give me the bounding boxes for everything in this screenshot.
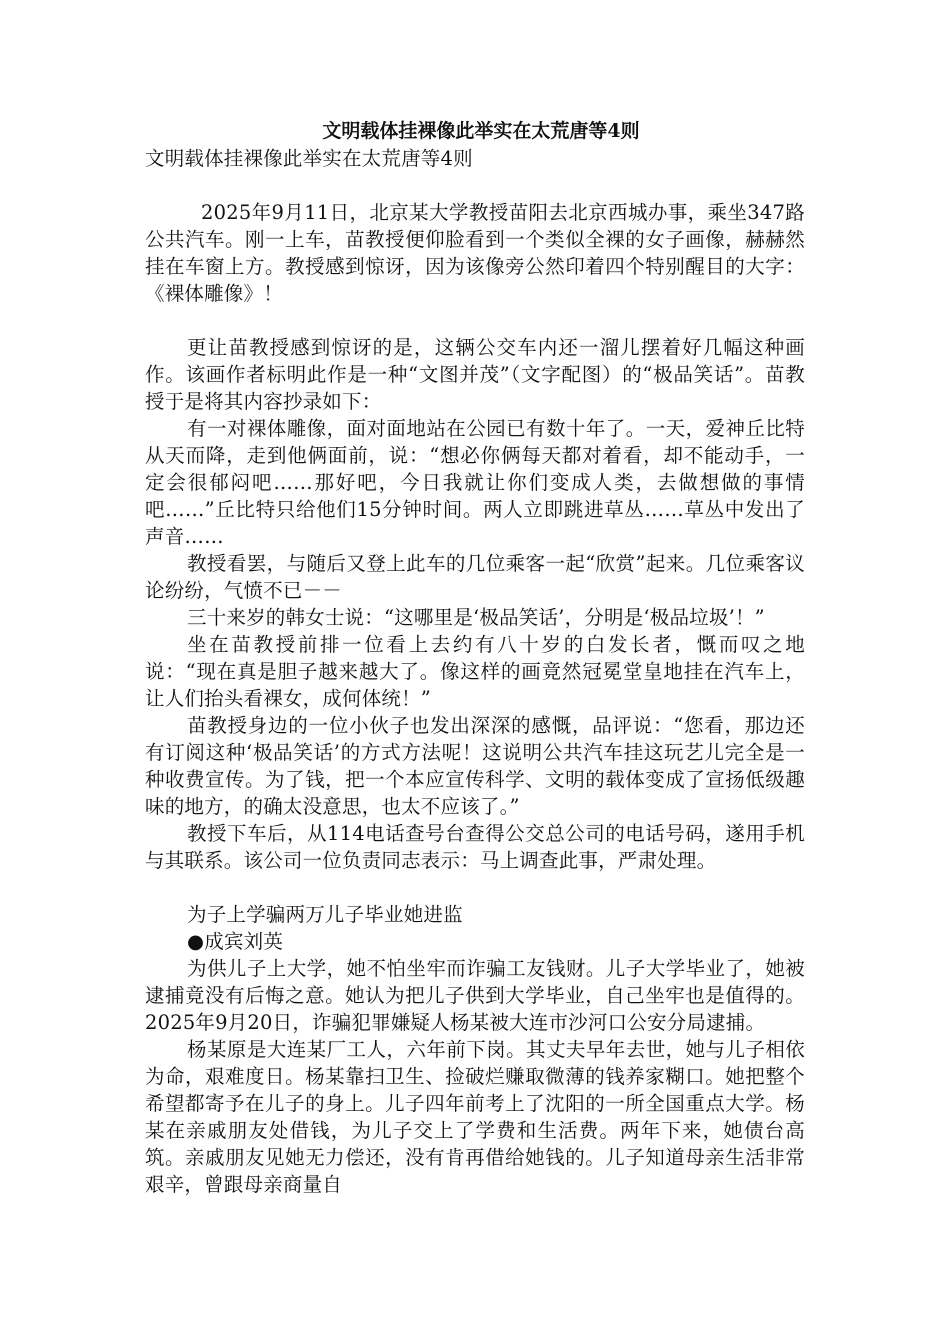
story1-paragraph-7: 苗教授身边的一位小伙子也发出深深的感慨，品评说：“您看，那边还有订阅这种‘极品笑话’的方式方法呢！这说明公共汽车挂这玩艺儿完全是一种收费宣传。为了钱，把一个本应宣传科学、文明的载体变成了宣扬低级趣味的地方，的确太没意思，也太不应该了。” (145, 714, 805, 818)
story2-byline: ●成宾刘英 (187, 930, 284, 953)
story1-paragraph-5: 三十来岁的韩女士说：“这哪里是‘极品笑话’，分明是‘极品垃圾’！” (187, 606, 765, 629)
story1-paragraph-2: 更让苗教授感到惊讶的是，这辆公交车内还一溜儿摆着好几幅这种画作。该画作者标明此作是一种“文图并茂”（文字配图）的“极品笑话”。苗教授于是将其内容抄录如下： (145, 336, 805, 413)
story1-paragraph-6: 坐在苗教授前排一位看上去约有八十岁的白发长者，慨而叹之地说：“现在真是胆子越来越大了。像这样的画竟然冠冕堂皇地挂在汽车上，让人们抬头看裸女，成何体统！” (145, 633, 805, 710)
story1-paragraph-8: 教授下车后，从114电话查号台查得公交总公司的电话号码，遂用手机与其联系。该公司一位负责同志表示：马上调查此事，严肃处理。 (145, 822, 805, 872)
document-subtitle: 文明载体挂裸像此举实在太荒唐等4则 (145, 147, 473, 170)
spacer (145, 307, 805, 334)
story2-heading: 为子上学骗两万儿子毕业她进监 (187, 903, 463, 926)
document-title: 文明载体挂裸像此举实在太荒唐等4则 (322, 120, 640, 142)
document-page (145, 118, 805, 1198)
spacer (145, 172, 805, 199)
spacer (145, 874, 805, 901)
story1-paragraph-3: 有一对裸体雕像，面对面地站在公园已有数十年了。一天，爱神丘比特从天而降，走到他俩面前，说：“想必你俩每天都对着看，却不能动手，一定会很郁闷吧……那好吧，今日我就让你们变成人类，去做想做的事情吧……”丘比特只给他们15分钟时间。两人立即跳进草丛……草丛中发出了声音…… (145, 417, 805, 548)
story2-paragraph-2: 杨某原是大连某厂工人，六年前下岗。其丈夫早年去世，她与儿子相依为命，艰难度日。杨某靠扫卫生、捡破烂赚取微薄的钱养家糊口。她把整个希望都寄予在儿子的身上。儿子四年前考上了沈阳的一所全国重点大学。杨某在亲戚朋友处借钱，为儿子交上了学费和生活费。两年下来，她债台高筑。亲戚朋友见她无力偿还，没有肯再借给她钱的。儿子知道母亲生活非常艰辛，曾跟母亲商量自 (145, 1038, 805, 1196)
story1-paragraph-1: 2025年9月11日，北京某大学教授苗阳去北京西城办事，乘坐347路公共汽车。刚一上车，苗教授便仰脸看到一个类似全裸的女子画像，赫赫然挂在车窗上方。教授感到惊讶，因为该像旁公然印着四个特别醒目的大字：《裸体雕像》！ (145, 201, 805, 305)
story1-paragraph-4: 教授看罢，与随后又登上此车的几位乘客一起“欣赏”起来。几位乘客议论纷纷，气愤不已－－ (145, 552, 805, 602)
story2-paragraph-1: 为供儿子上大学，她不怕坐牢而诈骗工友钱财。儿子大学毕业了，她被逮捕竟没有后悔之意。她认为把儿子供到大学毕业，自己坐牢也是值得的。2025年9月20日，诈骗犯罪嫌疑人杨某被大连市沙河口公安分局逮捕。 (145, 957, 805, 1034)
